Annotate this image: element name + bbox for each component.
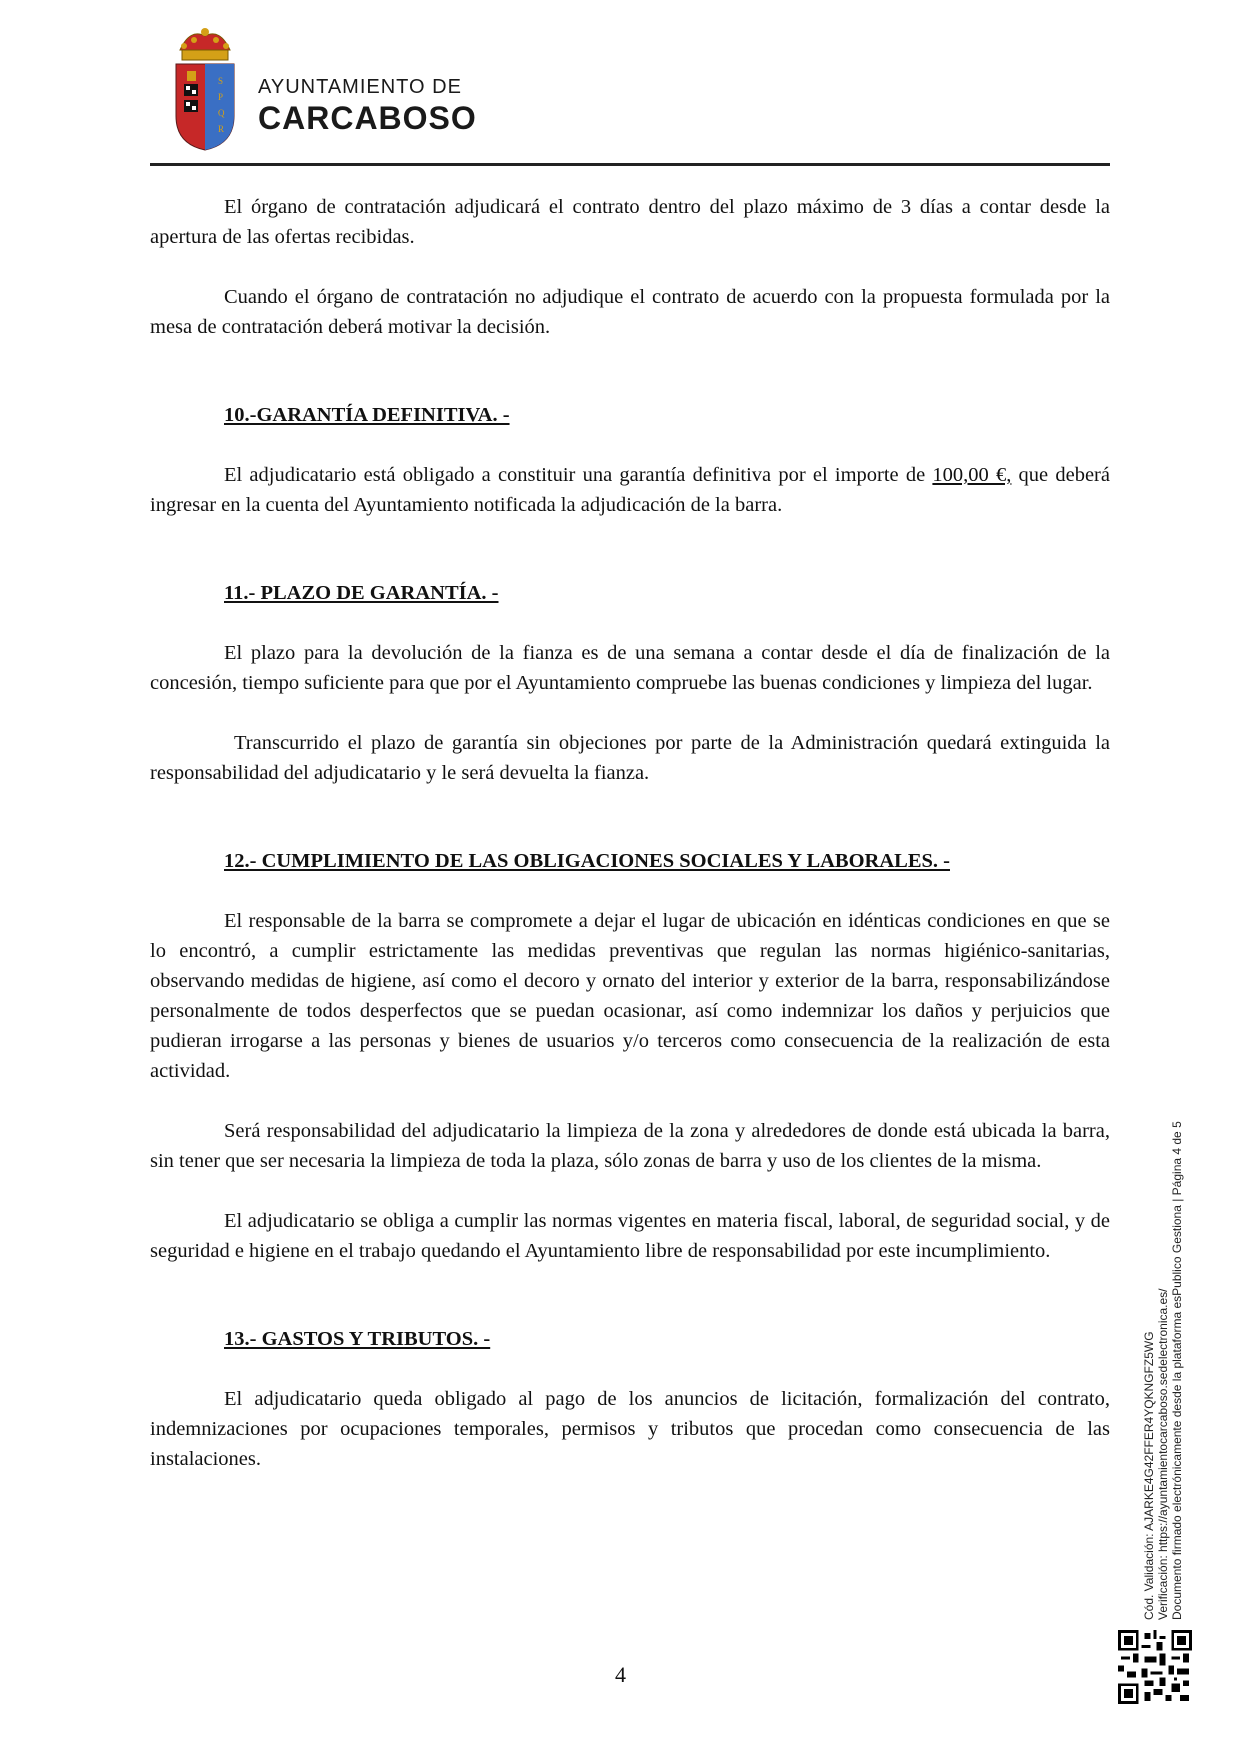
paragraph-guarantee-return: El plazo para la devolución de la fianza es de una semana a contar desde el día de finalización de la concesión, tiempo suficiente para que por el Ayuntamiento compruebe las buenas condiciones y limpieza del lugar. xyxy=(150,642,1110,694)
paragraph-obligations-cleaning: Será responsabilidad del adjudicatario la limpieza de la zona y alrededores de donde está ubicada la barra, sin tener que ser necesaria la limpieza de toda la plaza, sólo zonas de barra y uso de los clientes de la misma. xyxy=(150,1120,1110,1172)
paragraph-guarantee-expiry: Transcurrido el plazo de garantía sin objeciones por parte de la Administración quedará extinguida la responsabilidad del adjudicatario y le será devuelta la fianza. xyxy=(150,732,1110,784)
verification-side-text xyxy=(1142,1121,1184,1620)
paragraph-award-deadline: El órgano de contratación adjudicará el contrato dentro del plazo máximo de 3 días a contar desde la apertura de las ofertas recibidas. xyxy=(150,196,1110,248)
section-heading-13: 13.- GASTOS Y TRIBUTOS. - xyxy=(224,1328,491,1350)
paragraph-obligations-regulations: El adjudicatario se obliga a cumplir las normas vigentes en materia fiscal, laboral, de seguridad social, y de seguridad e higiene en el trabajo quedando el Ayuntamiento libre de responsabilidad por este incumplimiento. xyxy=(150,1210,1110,1262)
page-number: 4 xyxy=(615,1662,626,1687)
verification-code: Cód. Validación: AJARKE4G42FFER4YQKNGFZ5WG xyxy=(1142,1331,1156,1620)
org-name-line2: CARCABOSO xyxy=(258,100,477,136)
paragraph-obligations-conditions: El responsable de la barra se compromete a dejar el lugar de ubicación en idénticas condiciones en que se lo encontró, a cumplir estrictamente las medidas preventivas que regulan las normas higiénico-sanitarias, observando medidas de higiene, así como el decoro y ornato del interior y exterior de la barra, responsabilizándose personalmente de todos desperfectos que se puedan ocasionar, así como indemnizar los daños y perjuicios que pudieran irrogarse a las personas y bienes de usuarios y/o terceros como consecuencia de la realización de esta actividad. xyxy=(150,910,1110,1082)
crest-letter-s: S xyxy=(218,76,224,86)
paragraph-definitive-guarantee xyxy=(150,460,1110,520)
municipal-crest-logo xyxy=(170,26,240,152)
qr-code-icon xyxy=(1118,1630,1192,1704)
crest-letter-p: P xyxy=(218,92,224,102)
letterhead xyxy=(150,26,1110,166)
section-heading-11: 11.- PLAZO DE GARANTÍA. - xyxy=(224,582,499,604)
guarantee-text-after: que deberá ingresar en la cuenta del Ayuntamiento notificada la adjudicación de la barra. xyxy=(150,464,1110,516)
guarantee-text-before: El adjudicatario está obligado a constituir una garantía definitiva por el importe de xyxy=(224,464,933,486)
section-heading-12: 12.- CUMPLIMIENTO DE LAS OBLIGACIONES SOCIALES Y LABORALES. - xyxy=(224,850,950,872)
paragraph-award-motivation: Cuando el órgano de contratación no adjudique el contrato de acuerdo con la propuesta formulada por la mesa de contratación deberá motivar la decisión. xyxy=(150,286,1110,338)
verification-url: Verificación: https://ayuntamientocarcaboso.sedelectronica.es/ xyxy=(1156,1288,1170,1620)
header-divider xyxy=(150,163,1110,166)
crest-letter-r: R xyxy=(218,124,225,134)
paragraph-expenses-taxes: El adjudicatario queda obligado al pago de los anuncios de licitación, formalización del contrato, indemnizaciones por ocupaciones temporales, permisos y tributos que procedan como consecuencia de las instalaciones. xyxy=(150,1388,1110,1470)
section-heading-10: 10.-GARANTÍA DEFINITIVA. - xyxy=(224,404,510,426)
document-body xyxy=(150,192,1110,1474)
guarantee-amount: 100,00 €, xyxy=(932,464,1012,486)
crest-letter-q: Q xyxy=(218,108,225,118)
org-name-line1: AYUNTAMIENTO DE xyxy=(258,76,462,98)
verification-signature-note: Documento firmado electrónicamente desde la plataforma esPublico Gestiona | Página 4 de 5 xyxy=(1170,1121,1184,1620)
